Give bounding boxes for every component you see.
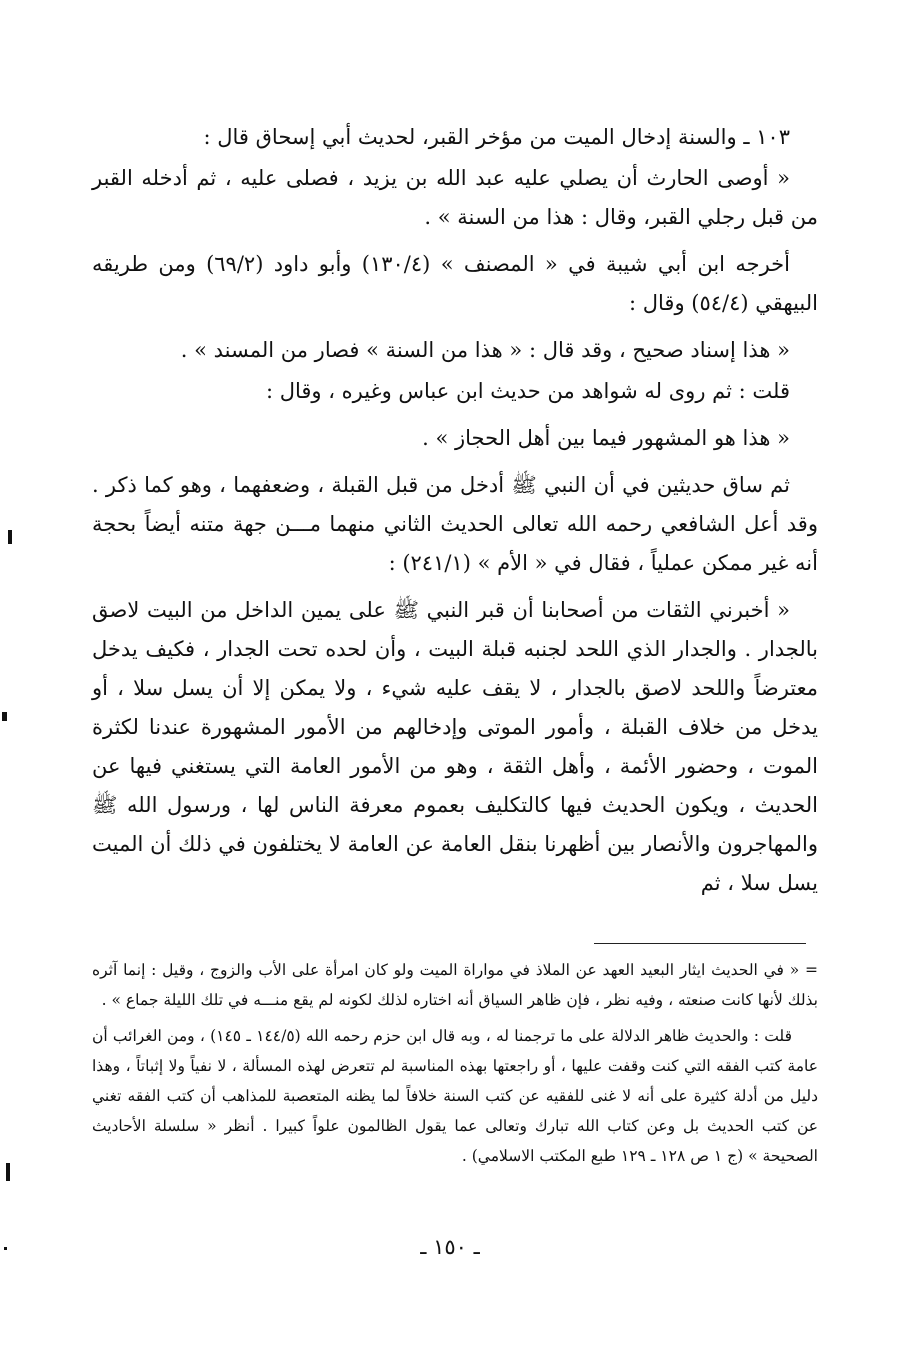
footnote-paragraph: قلت : والحديث ظاهر الدلالة على ما ترجمنا له ، وبه قال ابن حزم رحمه الله (١٤٤/٥ ـ ١٤٥) ، ومن الغرائب أن عامة كتب الفقه التي كنت وقفت عليها ، أو راجعتها بهذه المناسبة لم تتعرض لهذه المسألة ، لا نفياً ولا إثباتاً ، وهذا دليل من أدلة كثيرة على أنه لا غنى للفقيه عن كتب السنة خلافاً لما يظنه المتعصبة للمذاهب أن كتب الفقه تغني عن كتب الحديث بل وعن كتاب الله تبارك وتعالى عما يقول الظالمون علواً كبيرا . أنظر « سلسلة الأحاديث الصحيحة » (ج ١ ص ١٢٨ ـ ١٢٩ طبع المكتب الاسلامي) . — [92, 1027, 818, 1165]
quote-paragraph: « هذا هو المشهور فيما بين أهل الحجاز » . — [422, 426, 790, 450]
scan-mark — [8, 530, 12, 544]
footnote-divider — [594, 943, 806, 944]
scan-mark — [6, 1163, 10, 1181]
footnote-paragraph: = « في الحديث ايثار البعيد العهد عن الملاذ في مواراة الميت ولو كان امرأة على الأب والزوج ، وقيل : إنما آثره بذلك لأنها كانت صنعته ، وفيه نظر ، فإن ظاهر السياق أنه اختاره لذلك لكونه لم يقع منـــه في تلك الليلة جماع » . — [92, 961, 818, 1009]
main-text — [92, 118, 818, 905]
section-heading-paragraph: ١٠٣ ـ والسنة إدخال الميت من مؤخر القبر، لحديث أبي إسحاق قال : — [203, 125, 790, 149]
scan-mark — [4, 1247, 7, 1250]
quote-paragraph: « أوصى الحارث أن يصلي عليه عبد الله بن يزيد ، فصلى عليه ، ثم أدخله القبر من قبل رجلي القبر، وقال : هذا من السنة » . — [92, 166, 818, 229]
quote-paragraph: « أخبرني الثقات من أصحابنا أن قبر النبي ﷺ على يمين الداخل من البيت لاصق بالجدار . والجدار الذي اللحد لجنبه قبلة البيت ، وأن لحده تحت الجدار ، فكيف يدخل معترضاً واللحد لاصق بالجدار ، لا يقف عليه شيء ، ولا يمكن إلا أن يسل سلا ، أو يدخل من خلاف القبلة ، وأمور الموتى وإدخالهم من الأمور المشهورة عندنا لكثرة الموت ، وحضور الأئمة ، وأهل الثقة ، وهو من الأمور العامة التي يستغني فيها عن الحديث ، ويكون الحديث فيها كالتكليف بعموم معرفة الناس لها ، ورسول الله ﷺ والمهاجرون والأنصار بين أظهرنا بنقل العامة عن العامة لا يختلفون في ذلك أن الميت يسل سلا ، ثم — [92, 598, 818, 895]
footnotes — [92, 955, 818, 1177]
scan-mark — [2, 712, 7, 721]
quote-paragraph: « هذا إسناد صحيح ، وقد قال : « هذا من السنة » فصار من المسند » . — [180, 338, 790, 362]
page-number: ـ ١٥٠ ـ — [420, 1235, 480, 1259]
source-paragraph: أخرجه ابن أبي شيبة في « المصنف » (١٣٠/٤) وأبو داود (٦٩/٢) ومن طريقه البيهقي (٥٤/٤) وقال : — [92, 252, 818, 315]
comment-paragraph: ثم ساق حديثين في أن النبي ﷺ أدخل من قبل القبلة ، وضعفهما ، وهو كما ذكر . وقد أعل الشافعي رحمه الله تعالى الحديث الثاني منهما مـــن جهة متنه أيضاً بحجة أنه غير ممكن عملياً ، فقال في « الأم » (٢٤١/١) : — [92, 473, 818, 575]
comment-paragraph: قلت : ثم روى له شواهد من حديث ابن عباس وغيره ، وقال : — [265, 379, 790, 403]
